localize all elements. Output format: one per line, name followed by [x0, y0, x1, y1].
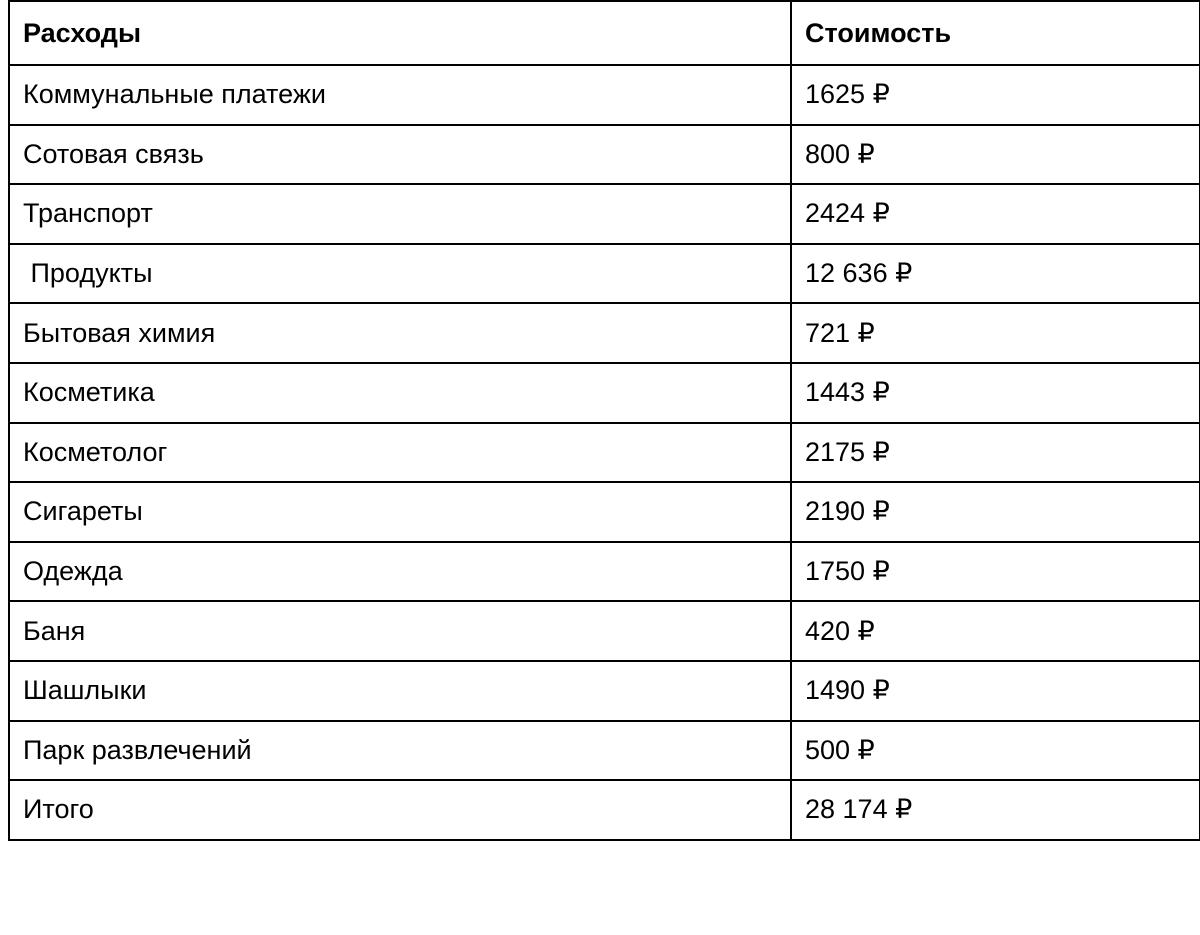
- table-row: [9, 303, 1200, 363]
- cost-cell: 800 ₽: [791, 125, 1200, 185]
- table-row: [9, 65, 1200, 125]
- expense-cell: Косметика: [9, 363, 791, 423]
- header-expense: Расходы: [9, 1, 791, 65]
- total-row: [9, 780, 1200, 840]
- cost-cell: 2175 ₽: [791, 423, 1200, 483]
- cost-cell: 1490 ₽: [791, 661, 1200, 721]
- table-row: [9, 661, 1200, 721]
- cost-cell: 500 ₽: [791, 721, 1200, 781]
- cost-cell: 2424 ₽: [791, 184, 1200, 244]
- table-row: [9, 244, 1200, 304]
- expense-cell: Бытовая химия: [9, 303, 791, 363]
- expenses-table: [8, 0, 1200, 841]
- cost-cell: 2190 ₽: [791, 482, 1200, 542]
- expense-cell: Продукты: [9, 244, 791, 304]
- cost-cell: 1625 ₽: [791, 65, 1200, 125]
- table-row: [9, 542, 1200, 602]
- cost-cell: 420 ₽: [791, 601, 1200, 661]
- expense-cell: Косметолог: [9, 423, 791, 483]
- header-cost: Стоимость: [791, 1, 1200, 65]
- expense-cell: Сотовая связь: [9, 125, 791, 185]
- cost-cell: 12 636 ₽: [791, 244, 1200, 304]
- expense-cell: Шашлыки: [9, 661, 791, 721]
- total-label-cell: Итого: [9, 780, 791, 840]
- table-row: [9, 721, 1200, 781]
- expense-cell: Баня: [9, 601, 791, 661]
- table-row: [9, 482, 1200, 542]
- expense-cell: Транспорт: [9, 184, 791, 244]
- table-row: [9, 363, 1200, 423]
- expense-cell: Одежда: [9, 542, 791, 602]
- expense-cell: Парк развлечений: [9, 721, 791, 781]
- expense-cell: Коммунальные платежи: [9, 65, 791, 125]
- table-row: [9, 125, 1200, 185]
- table-row: [9, 423, 1200, 483]
- cost-cell: 721 ₽: [791, 303, 1200, 363]
- cost-cell: 1750 ₽: [791, 542, 1200, 602]
- table-header-row: [9, 1, 1200, 65]
- expense-cell: Сигареты: [9, 482, 791, 542]
- table-row: [9, 184, 1200, 244]
- table-row: [9, 601, 1200, 661]
- total-value-cell: 28 174 ₽: [791, 780, 1200, 840]
- cost-cell: 1443 ₽: [791, 363, 1200, 423]
